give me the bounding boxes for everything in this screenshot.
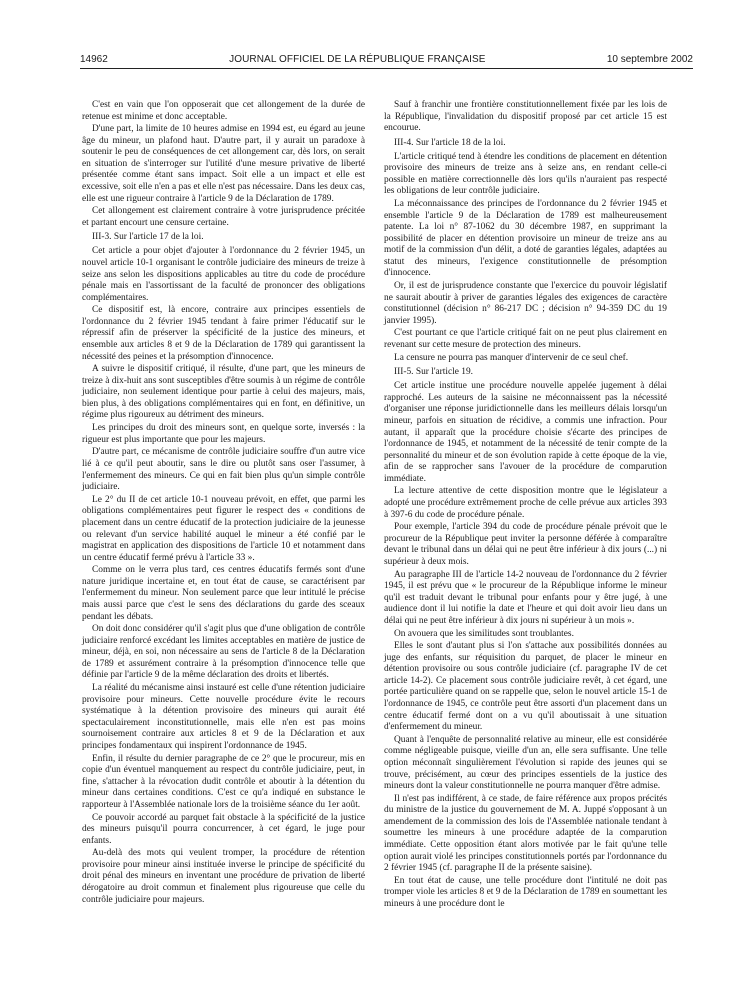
paragraph: Cet article a pour objet d'ajouter à l'ordonnance du 2 février 1945, un nouvel article 10-1 organisant le contrôle judiciaire des mineurs de treize à seize ans selon les dispositions applicables au titre du code de procédure pénale mais en l'assortissant de la faculté de prononcer des obligations complémentaires. [82, 246, 365, 303]
paragraph: D'autre part, ce mécanisme de contrôle judiciaire souffre d'un autre vice lié à ce qu'il peut aboutir, sans le dire ou plutôt sans oser l'assumer, à l'enfermement des mineurs. Ce qui en fait bien plus qu'un simple contrôle judiciaire. [82, 447, 365, 493]
paragraph: Il n'est pas indifférent, à ce stade, de faire référence aux propos précités du ministre de la justice du gouvernement de M. A. Juppé s'opposant à un amendement de la commission des lois de l'Assemblée nationale tendant à soumettre les mineurs à une procédure adaptée de la comparution immédiate. Cette opposition étant alors motivée par le fait qu'une telle option aurait violé les principes constitutionnels portés par l'ordonnance du 2 février 1945 (cf. paragraphe II de la présente saisine). [384, 793, 667, 874]
section-heading: III-3. Sur l'article 17 de la loi. [92, 232, 204, 243]
paragraph: La censure ne pourra pas manquer d'intervenir de ce seul chef. [394, 352, 629, 363]
paragraph: C'est en vain que l'on opposerait que cet allongement de la durée de retenue est minime et donc acceptable. [82, 100, 365, 122]
paragraph: La méconnaissance des principes de l'ordonnance du 2 février 1945 et ensemble l'article 9 de la Déclaration de 1789 est malheureusement patente. La loi n° 87-1062 du 30 décembre 1987, en supprimant la possibilité de placer en détention provisoire un mineur de treize ans au motif de la commission d'un délit, a doté de garanties légales, adaptées au statut des mineurs, l'exigence constitutionnelle de présomption d'innocence. [384, 199, 667, 279]
paragraph: La réalité du mécanisme ainsi instauré est celle d'une rétention judiciaire provisoire pour mineurs. Cette nouvelle procédure évite le recours systématique à la détention provisoire des mineurs qui aurait été spectaculairement inconstitutionnelle, mais elle n'en est pas moins sournoisement contraire aux articles 8 et 9 de la Déclaration et aux principes fondamentaux qui inspirent l'ordonnance de 1945. [82, 683, 365, 751]
header-rule [80, 68, 693, 69]
paragraph: Cet allongement est clairement contraire à votre jurisprudence précitée et partant encourt une censure certaine. [82, 206, 365, 228]
paragraph: Cet article institue une procédure nouvelle appelée jugement à délai rapproché. Les auteurs de la saisine ne méconnaissent pas la nécessité d'organiser une réponse juridictionnelle dans les meilleurs délais lorsqu'un mineur, parfois en situation de récidive, a commis une infraction. Pour autant, il apparaît que la procédure choisie s'écarte des principes de l'ordonnance de 1945, et notamment de la nécessité de tenir compte de la personnalité du mineur et de son évolution rapide à cette époque de la vie, afin de se rapprocher sans l'avouer de la procédure de comparution immédiate. [384, 381, 667, 484]
paragraph: Comme on le verra plus tard, ces centres éducatifs fermés sont d'une nature juridique incertaine et, en tout état de cause, se caractérisent par l'enfermement du mineur. Non seulement parce que leur intitulé le précise mais aussi parce que c'est le sens des déclarations du garde des sceaux pendant les débats. [82, 565, 365, 622]
paragraph: L'article critiqué tend à étendre les conditions de placement en détention provisoire des mineurs de treize ans à seize ans, en rendant celle-ci possible en matière correctionnelle dès lors qu'ils n'auraient pas respecté les obligations de leur contrôle judiciaire. [384, 151, 667, 197]
paragraph: Au-delà des mots qui veulent tromper, la procédure de rétention provisoire pour mineur ainsi instituée inverse le principe de spécificité du droit pénal des mineurs en inventant une procédure de privation de liberté dérogatoire au droit commun et finalement plus rigoureuse que celle du contrôle judiciaire pour majeurs. [82, 848, 365, 905]
right-column [384, 100, 667, 912]
paragraph: A suivre le dispositif critiqué, il résulte, d'une part, que les mineurs de treize à dix-huit ans sont susceptibles d'être soumis à un régime de contrôle judiciaire, non seulement identique pour partie à celui des majeurs, mais, bien plus, à des obligations complémentaires qui en font, en définitive, un régime plus rigoureux au détriment des mineurs. [82, 364, 365, 421]
page-header [80, 49, 693, 65]
paragraph: On avouera que les similitudes sont troublantes. [394, 628, 574, 639]
paragraph: Sauf à franchir une frontière constitutionnellement fixée par les lois de la République, l'invalidation du dispositif proposé par cet article 15 est encourue. [384, 100, 667, 134]
publication-date: 10 septembre 2002 [606, 54, 693, 65]
journal-title: JOURNAL OFFICIEL DE LA RÉPUBLIQUE FRANÇAISE [229, 54, 486, 65]
paragraph: On doit donc considérer qu'il s'agit plus que d'une obligation de contrôle judiciaire renforcé excédant les limites acceptables en matière de justice de mineur, déjà, en soi, non nécessaire au sens de l'article 8 de la Déclaration de 1789 et assurément contraire à la présomption d'innocence telle que définie par l'article 9 de la même déclaration des droits et libertés. [82, 624, 365, 681]
paragraph: D'une part, la limite de 10 heures admise en 1994 est, eu égard au jeune âge du mineur, un plafond haut. D'autre part, il y aurait un paradoxe à soutenir le peu de conséquences de cet allongement car, dès lors, on serait en situation de s'interroger sur l'utilité d'une mesure privative de liberté présentée comme étant sans impact. Soit elle a un impact et elle est excessive, soit elle n'en a pas et elle n'est pas nécessaire. Dans les deux cas, elle est une rigueur contraire à l'article 9 de la Déclaration de 1789. [82, 124, 365, 204]
paragraph: Les principes du droit des mineurs sont, en quelque sorte, inversés : la rigueur est plus importante que pour les majeurs. [82, 423, 365, 445]
paragraph: La lecture attentive de cette disposition montre que le législateur a adopté une procédure extrêmement proche de celle prévue aux articles 393 à 397-6 du code de procédure pénale. [384, 486, 667, 520]
paragraph: Ce dispositif est, là encore, contraire aux principes essentiels de l'ordonnance du 2 février 1945 tendant à faire primer l'éducatif sur le répressif afin de préserver la spécificité de la justice des mineurs, et ensemble aux articles 8 et 9 de la Déclaration de 1789 qui garantissent la nécessité des peines et la présomption d'innocence. [82, 305, 365, 362]
paragraph: Or, il est de jurisprudence constante que l'exercice du pouvoir législatif ne saurait aboutir à priver de garanties légales des exigences de caractère constitutionnel (décision n° 86-217 DC ; décision n° 94-359 DC du 19 janvier 1995). [384, 281, 667, 326]
left-column [82, 100, 365, 907]
paragraph: Enfin, il résulte du dernier paragraphe de ce 2° que le procureur, mis en copie d'un éventuel manquement au respect du contrôle judiciaire, peut, in fine, s'attacher à la révocation dudit contrôle et aboutir à la détention du mineur dans certaines conditions. C'est ce qu'a indiqué en substance le rapporteur à l'Assemblée nationale lors de la troisième séance du 1er août. [82, 753, 365, 810]
paragraph: Elles le sont d'autant plus si l'on s'attache aux possibilités données au juge des enfants, sur réquisition du parquet, de placer le mineur en détention provisoire ou sous contrôle judiciaire (cf. paragraphe IV de cet article 14-2). Ce placement sous contrôle judiciaire revêt, à cet égard, une portée particulière quand on se rappelle que, selon le nouvel article 15-1 de l'ordonnance de 1945, ce contrôle peut être assorti d'un placement dans un centre éducatif fermé dont on a vu qu'il aboutissait à une situation d'enfermement du mineur. [384, 641, 667, 733]
page-number: 14962 [80, 54, 108, 65]
paragraph: Ce pouvoir accordé au parquet fait obstacle à la spécificité de la justice des mineurs puisqu'il pourra concurrencer, à cet égard, le juge pour enfants. [82, 812, 365, 846]
section-heading: III-4. Sur l'article 18 de la loi. [394, 137, 506, 148]
section-heading: III-5. Sur l'article 19. [394, 367, 474, 378]
paragraph: Au paragraphe III de l'article 14-2 nouveau de l'ordonnance du 2 février 1945, il est prévu que « le procureur de la République informe le mineur qu'il est traduit devant le tribunal pour enfants pour y être jugé, à une audience dont il lui notifie la date et l'heure et qui doit avoir lieu dans un délai qui ne peut être inférieur à dix jours ni supérieur à un mois ». [384, 569, 667, 626]
paragraph: Pour exemple, l'article 394 du code de procédure pénale prévoit que le procureur de la République peut inviter la personne déférée à comparaître devant le tribunal dans un délai qui ne peut être inférieur à dix jours (...) ni supérieur à deux mois. [384, 522, 667, 567]
paragraph: C'est pourtant ce que l'article critiqué fait on ne peut plus clairement en revenant sur cette mesure de protection des mineurs. [384, 328, 667, 350]
paragraph: Quant à l'enquête de personnalité relative au mineur, elle est considérée comme négligeable puisque, vieille d'un an, elle sera suffisante. Une telle option méconnaît singulièrement l'évolution si rapide des jeunes qui se trouve, précisément, au cœur des principes essentiels de la justice des mineurs dont la valeur constitutionnelle ne pourra manquer d'être admise. [384, 734, 667, 792]
paragraph: En tout état de cause, une telle procédure dont l'intitulé ne doit pas tromper viole les articles 8 et 9 de la Déclaration de 1789 en soumettant les mineurs à une procédure dont le [384, 875, 667, 909]
paragraph: Le 2° du II de cet article 10-1 nouveau prévoit, en effet, que parmi les obligations complémentaires peut figurer le respect des « conditions de placement dans un centre éducatif de la protection judiciaire de la jeunesse ou relevant d'un service habilité auquel le mineur a été confié par le magistrat en application des dispositions de l'article 10 et notamment dans un centre éducatif fermé prévu à l'article 33 ». [82, 494, 365, 563]
